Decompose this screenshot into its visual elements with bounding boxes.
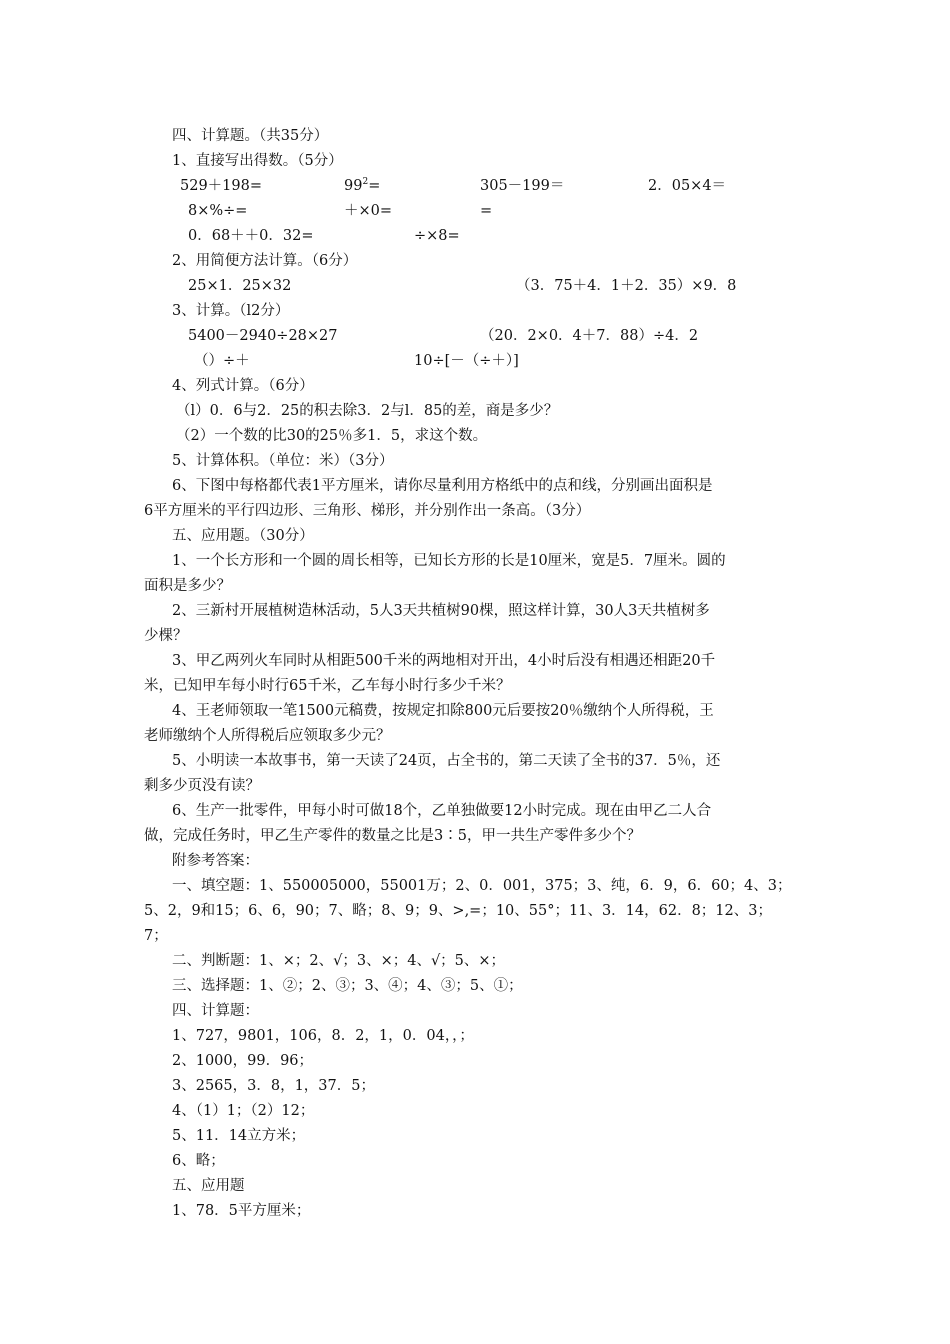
q1-item: $99^2=$ bbox=[344, 177, 381, 194]
application-2-line: 少棵？ bbox=[144, 628, 188, 644]
answer-calc-item: 2、1000，99．96； bbox=[172, 1053, 314, 1069]
application-5-line: 剩多少页没有读？ bbox=[144, 778, 260, 794]
question-2-title: 2、用简便方法计算。（6分） bbox=[172, 253, 358, 269]
q1-item: 2．05×4＝ bbox=[648, 178, 727, 194]
question-6-line: 6平方厘米的平行四边形、三角形、梯形，并分别作出一条高。（3分） bbox=[144, 503, 591, 519]
section-5-title: 五、应用题。（30分） bbox=[172, 528, 314, 544]
answer-application-item: 1、78．5平方厘米； bbox=[172, 1203, 311, 1219]
q4-item: （2）一个数的比30的25％多1．5，求这个数。 bbox=[176, 428, 488, 444]
q1-item: ÷×8= bbox=[414, 228, 460, 244]
application-1-line: 1、一个长方形和一个圆的周长相等，已知长方形的长是10厘米，宽是5．7厘米。圆的 bbox=[172, 553, 726, 569]
section-4-title: 四、计算题。（共35分） bbox=[172, 128, 329, 144]
application-6-line: 6、生产一批零件，甲每小时可做18个，乙单独做要12小时完成。现在由甲乙二人合 bbox=[172, 803, 712, 819]
q1-item: 8×%÷= bbox=[188, 203, 248, 219]
answer-fill-line: 一、填空题：1、550005000，55001万；2、0．001，375；3、纯，6．9，6．60；4、3； bbox=[172, 878, 792, 894]
q1-item: ＋×0= bbox=[344, 203, 393, 219]
q3-item: （20．2×0．4＋7．88）÷4．2 bbox=[480, 328, 699, 344]
answer-fill-line: 7； bbox=[144, 928, 168, 944]
question-5-title: 5、计算体积。（单位：米）（3分） bbox=[172, 453, 394, 469]
q3-item: 10÷[－（÷＋）] bbox=[414, 353, 519, 369]
answer-calc-item: 1、727，9801，106，8．2，1，0．04，，； bbox=[172, 1028, 474, 1044]
q2-item: 25×1．25×32 bbox=[188, 278, 292, 294]
q1-item: = bbox=[480, 203, 493, 219]
application-1-line: 面积是多少？ bbox=[144, 578, 231, 594]
application-6-line: 做，完成任务时，甲乙生产零件的数量之比是3∶5，甲一共生产零件多少个？ bbox=[144, 828, 641, 844]
answer-calc-item: 6、略； bbox=[172, 1153, 225, 1169]
answer-calc-item: 3、2565，3．8，1，37．5； bbox=[172, 1078, 375, 1094]
application-3-line: 米，已知甲车每小时行65千米，乙车每小时行多少千米？ bbox=[144, 678, 511, 694]
application-5-line: 5、小明读一本故事书，第一天读了24页，占全书的，第二天读了全书的37．5％，还 bbox=[172, 753, 721, 769]
q4-item: （l）0．6与2．25的积去除3．2与l．85的差，商是多少？ bbox=[176, 403, 559, 419]
answer-fill-line: 5、2，9和15；6、6，90；7、略；8、9；9、>,=；10、55°；11、3．14，62．8；12、3； bbox=[144, 903, 772, 919]
q1-item: 529＋198= bbox=[180, 178, 263, 194]
answer-calc-item: 4、（1）1；（2）12； bbox=[172, 1103, 315, 1119]
answer-judge: 二、判断题：1、×；2、√；3、×；4、√；5、×； bbox=[172, 953, 506, 969]
question-1-title: 1、直接写出得数。（5分） bbox=[172, 153, 343, 169]
question-3-title: 3、计算。（l2分） bbox=[172, 303, 290, 319]
question-6-line: 6、下图中每格都代表1平方厘米，请你尽量利用方格纸中的点和线，分别画出面积是 bbox=[172, 478, 713, 494]
q1-item: 305－199＝ bbox=[480, 178, 565, 194]
q2-item: （3．75＋4．1＋2．35）×9．8 bbox=[516, 278, 737, 294]
q1-item: 0．68＋＋0．32= bbox=[188, 228, 314, 244]
application-4-line: 老师缴纳个人所得税后应领取多少元？ bbox=[144, 728, 391, 744]
application-4-line: 4、王老师领取一笔1500元稿费，按规定扣除800元后要按20％缴纳个人所得税，王 bbox=[172, 703, 714, 719]
answer-calc-item: 5、11．14立方米； bbox=[172, 1128, 306, 1144]
answer-application-title: 五、应用题 bbox=[172, 1178, 245, 1194]
q3-item: 5400－2940÷28×27 bbox=[188, 328, 338, 344]
question-4-title: 4、列式计算。（6分） bbox=[172, 378, 314, 394]
application-3-line: 3、甲乙两列火车同时从相距500千米的两地相对开出，4小时后没有相遇还相距20千 bbox=[172, 653, 716, 669]
application-2-line: 2、三新村开展植树造林活动，5人3天共植树90棵，照这样计算，30人3天共植树多 bbox=[172, 603, 710, 619]
answer-choice: 三、选择题：1、②；2、③；3、④；4、③；5、①； bbox=[172, 978, 523, 994]
answers-title: 附参考答案： bbox=[172, 853, 259, 869]
q3-item: （）÷＋ bbox=[194, 353, 250, 369]
answer-calc-title: 四、计算题： bbox=[172, 1003, 259, 1019]
